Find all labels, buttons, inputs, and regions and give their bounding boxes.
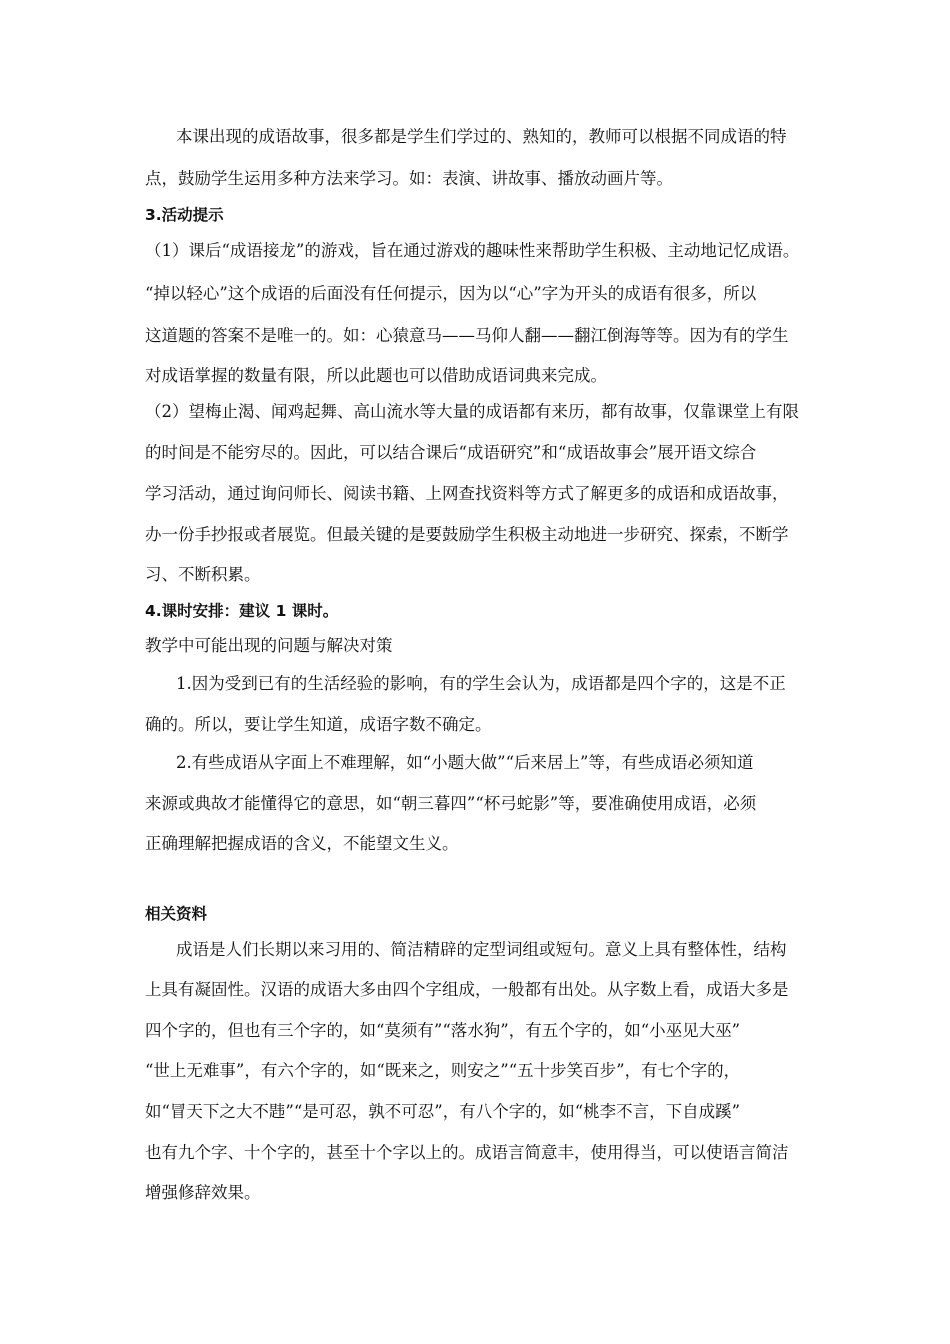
body-line: 习、不断积累。: [145, 565, 261, 584]
body-line: 正确理解把握成语的含义，不能望文生义。: [145, 834, 459, 853]
body-line: “掉以轻心”这个成语的后面没有任何提示，因为以“心”字为开头的成语有很多，所以: [145, 284, 757, 303]
body-line: 的时间是不能穷尽的。因此，可以结合课后“成语研究”和“成语故事会”展开语文综合: [145, 443, 757, 462]
body-line: 这道题的答案不是唯一的。如：心猿意马——马仰人翻——翻江倒海等等。因为有的学生: [145, 326, 789, 345]
body-line: 1.因为受到已有的生活经验的影响，有的学生会认为，成语都是四个字的，这是不正: [176, 674, 786, 693]
body-line: 2.有些成语从字面上不难理解，如“小题大做”“后来居上”等，有些成语必须知道: [176, 753, 754, 772]
body-line: “世上无难事”，有六个字的，如“既来之，则安之”“五十步笑百步”，有七个字的，: [145, 1061, 741, 1080]
body-line: 上具有凝固性。汉语的成语大多由四个字组成，一般都有出处。从字数上看，成语大多是: [145, 980, 789, 999]
body-line: 增强修辞效果。: [145, 1183, 261, 1202]
body-line: 也有九个字、十个字的，甚至十个字以上的。成语言简意丰，使用得当，可以使语言简洁: [145, 1143, 789, 1162]
body-line: 四个字的，但也有三个字的，如“莫须有”“落水狗”，有五个字的，如“小巫见大巫”: [145, 1021, 741, 1040]
body-line: （1）课后“成语接龙”的游戏，旨在通过游戏的趣味性来帮助学生积极、主动地记忆成语。: [145, 241, 800, 260]
section-heading: 3.活动提示: [145, 206, 224, 224]
body-line: 办一份手抄报或者展览。但最关键的是要鼓励学生积极主动地进一步研究、探索，不断学: [145, 525, 789, 544]
body-line: 成语是人们长期以来习用的、简洁精辟的定型词组或短句。意义上具有整体性，结构: [176, 940, 787, 959]
section-heading: 相关资料: [145, 905, 208, 923]
body-line: （2）望梅止渴、闻鸡起舞、高山流水等大量的成语都有来历，都有故事，仅靠课堂上有限: [145, 402, 799, 421]
body-line: 如“冒天下之大不韪”“是可忍，孰不可忍”，有八个字的，如“桃李不言，下自成蹊”: [145, 1102, 741, 1121]
body-line: 确的。所以，要让学生知道，成语字数不确定。: [145, 715, 492, 734]
body-line: 来源或典故才能懂得它的意思，如“朝三暮四”“杯弓蛇影”等，要准确使用成语，必须: [145, 794, 757, 813]
subheading: 教学中可能出现的问题与解决对策: [145, 636, 393, 655]
body-line: 对成语掌握的数量有限，所以此题也可以借助成语词典来完成。: [145, 366, 607, 385]
body-line: 本课出现的成语故事，很多都是学生们学过的、熟知的，教师可以根据不同成语的特: [176, 127, 787, 146]
body-line: 学习活动，通过询问师长、阅读书籍、上网查找资料等方式了解更多的成语和成语故事，: [145, 484, 789, 503]
body-line: 点，鼓励学生运用多种方法来学习。如：表演、讲故事、播放动画片等。: [145, 169, 673, 188]
section-heading: 4.课时安排：建议 1 课时。: [145, 602, 339, 620]
